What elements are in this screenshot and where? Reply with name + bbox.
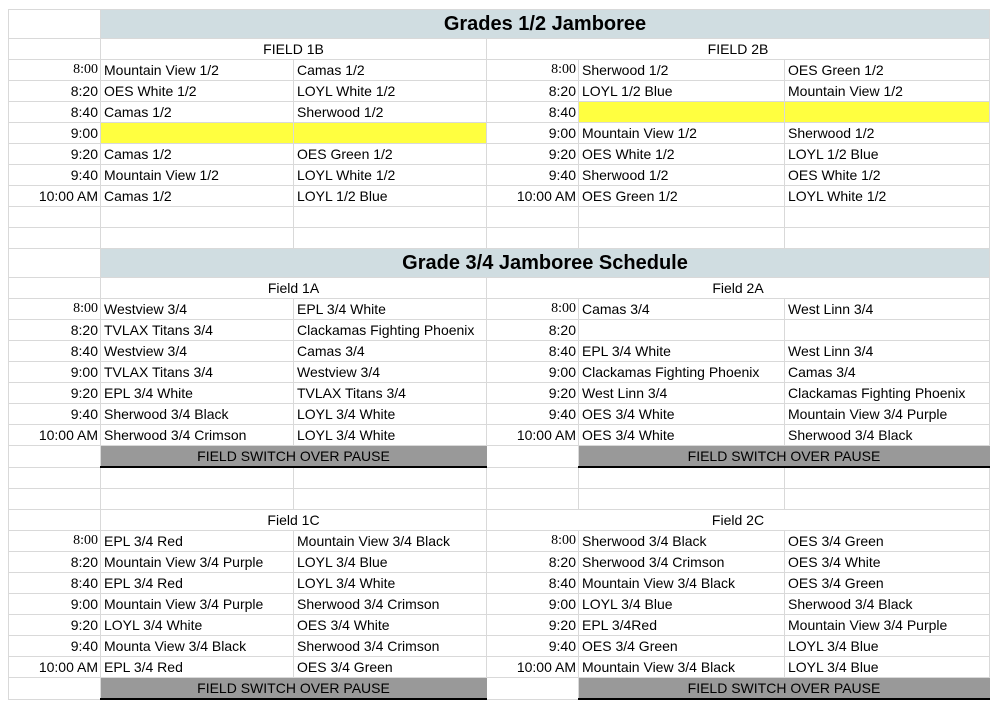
team-cell[interactable]: Camas 3/4 (294, 341, 487, 362)
time-cell[interactable]: 8:40 (487, 573, 579, 594)
schedule-row (9, 531, 990, 552)
time-cell[interactable]: 8:00 (9, 60, 101, 81)
time-cell[interactable]: 10:00 AM (487, 186, 579, 207)
team-cell[interactable]: Mountain View 3/4 Purple (101, 552, 294, 573)
time-cell[interactable]: 8:20 (9, 81, 101, 102)
empty-cell[interactable] (785, 467, 990, 489)
schedule-row (9, 320, 990, 341)
team-cell[interactable]: Camas 1/2 (101, 102, 294, 123)
schedule-row (9, 165, 990, 186)
team-cell[interactable]: LOYL White 1/2 (785, 186, 990, 207)
team-cell[interactable]: LOYL 3/4 Blue (294, 552, 487, 573)
team-cell[interactable]: Clackamas Fighting Phoenix (579, 362, 785, 383)
empty-cell[interactable] (785, 489, 990, 510)
time-cell[interactable]: 9:20 (487, 615, 579, 636)
team-cell[interactable]: EPL 3/4 White (101, 383, 294, 404)
time-cell[interactable]: 8:00 (487, 60, 579, 81)
empty-cell[interactable] (785, 228, 990, 249)
team-cell[interactable]: Camas 1/2 (101, 144, 294, 165)
time-cell[interactable]: 8:20 (487, 552, 579, 573)
empty-cell[interactable] (9, 10, 101, 39)
field-2c-header[interactable]: Field 2C (487, 510, 990, 531)
team-cell[interactable]: OES White 1/2 (101, 81, 294, 102)
field-switch-pause-banner[interactable]: FIELD SWITCH OVER PAUSE (579, 446, 990, 468)
team-cell[interactable]: Sherwood 3/4 Crimson (579, 552, 785, 573)
team-cell[interactable]: LOYL 3/4 White (294, 573, 487, 594)
highlighted-empty-cell[interactable] (294, 123, 487, 144)
empty-cell[interactable] (294, 228, 487, 249)
time-cell[interactable]: 8:00 (487, 531, 579, 552)
time-cell[interactable]: 9:40 (487, 636, 579, 657)
team-cell[interactable]: Mountain View 3/4 Purple (101, 594, 294, 615)
time-cell[interactable]: 9:20 (9, 615, 101, 636)
team-cell[interactable]: Westview 3/4 (101, 299, 294, 320)
grades-12-title[interactable]: Grades 1/2 Jamboree (101, 10, 990, 39)
team-cell[interactable]: LOYL 3/4 White (294, 404, 487, 425)
team-cell[interactable]: Mountain View 1/2 (785, 81, 990, 102)
team-cell[interactable]: Sherwood 3/4 Black (579, 531, 785, 552)
empty-cell[interactable] (579, 207, 785, 228)
time-cell[interactable]: 9:00 (9, 594, 101, 615)
schedule-row (9, 123, 990, 144)
empty-cell[interactable] (487, 467, 579, 489)
schedule-row (9, 102, 990, 123)
time-cell[interactable]: 8:40 (9, 341, 101, 362)
grades-34-title[interactable]: Grade 3/4 Jamboree Schedule (101, 249, 990, 278)
empty-cell[interactable] (9, 510, 101, 531)
team-cell[interactable]: West Linn 3/4 (579, 383, 785, 404)
team-cell[interactable]: LOYL 3/4 White (294, 425, 487, 446)
empty-cell[interactable] (294, 489, 487, 510)
team-cell[interactable]: EPL 3/4 White (579, 341, 785, 362)
team-cell[interactable]: West Linn 3/4 (785, 299, 990, 320)
blank-row (9, 207, 990, 228)
time-cell[interactable]: 9:00 (487, 594, 579, 615)
blank-row (9, 489, 990, 510)
team-cell[interactable]: EPL 3/4Red (579, 615, 785, 636)
team-cell[interactable]: Camas 1/2 (101, 186, 294, 207)
team-cell[interactable]: OES 3/4 Green (785, 573, 990, 594)
empty-cell[interactable] (9, 489, 101, 510)
team-cell[interactable]: OES 3/4 White (785, 552, 990, 573)
time-cell[interactable]: 8:40 (9, 573, 101, 594)
schedule-row (9, 594, 990, 615)
team-cell[interactable]: Sherwood 3/4 Black (101, 404, 294, 425)
team-cell[interactable]: Mountain View 1/2 (101, 165, 294, 186)
schedule-row (9, 404, 990, 425)
time-cell[interactable]: 9:40 (9, 404, 101, 425)
empty-cell[interactable] (579, 228, 785, 249)
schedule-row (9, 425, 990, 446)
time-cell[interactable]: 10:00 AM (9, 425, 101, 446)
team-cell[interactable]: Mountain View 3/4 Purple (785, 404, 990, 425)
team-cell[interactable]: EPL 3/4 Red (101, 657, 294, 678)
team-cell[interactable]: LOYL 1/2 Blue (294, 186, 487, 207)
team-cell[interactable]: OES 3/4 White (579, 425, 785, 446)
schedule-row (9, 573, 990, 594)
field-2b-header[interactable]: FIELD 2B (487, 39, 990, 60)
team-cell[interactable]: OES Green 1/2 (785, 60, 990, 81)
empty-cell[interactable] (487, 207, 579, 228)
field-2a-header[interactable]: Field 2A (487, 278, 990, 299)
time-cell[interactable]: 9:40 (9, 165, 101, 186)
team-cell[interactable]: Sherwood 1/2 (579, 165, 785, 186)
time-cell[interactable]: 9:40 (9, 636, 101, 657)
empty-cell[interactable] (785, 207, 990, 228)
team-cell[interactable]: Mountain View 3/4 Black (579, 573, 785, 594)
time-cell[interactable]: 9:20 (9, 144, 101, 165)
empty-cell[interactable] (487, 489, 579, 510)
team-cell[interactable]: Mountain View 3/4 Black (579, 657, 785, 678)
team-cell[interactable]: Westview 3/4 (294, 362, 487, 383)
team-cell[interactable]: LOYL 3/4 Blue (579, 594, 785, 615)
time-cell[interactable]: 8:00 (487, 299, 579, 320)
empty-cell[interactable] (101, 489, 294, 510)
empty-cell[interactable] (101, 228, 294, 249)
highlighted-empty-cell[interactable] (785, 102, 990, 123)
team-cell[interactable]: Sherwood 3/4 Black (785, 594, 990, 615)
team-cell[interactable] (785, 320, 990, 341)
time-cell[interactable]: 9:20 (9, 383, 101, 404)
team-cell[interactable]: EPL 3/4 Red (101, 573, 294, 594)
empty-cell[interactable] (487, 446, 579, 468)
team-cell[interactable] (579, 320, 785, 341)
empty-cell[interactable] (579, 489, 785, 510)
schedule-row (9, 636, 990, 657)
time-cell[interactable]: 8:20 (9, 552, 101, 573)
time-cell[interactable]: 9:40 (487, 165, 579, 186)
schedule-row (9, 81, 990, 102)
time-cell[interactable]: 8:00 (9, 531, 101, 552)
team-cell[interactable]: Sherwood 3/4 Crimson (294, 636, 487, 657)
field-switch-pause-banner[interactable]: FIELD SWITCH OVER PAUSE (101, 446, 487, 468)
time-cell[interactable]: 9:20 (487, 383, 579, 404)
time-cell[interactable]: 8:40 (9, 102, 101, 123)
time-cell[interactable]: 9:00 (9, 362, 101, 383)
team-cell[interactable]: Camas 1/2 (294, 60, 487, 81)
team-cell[interactable]: EPL 3/4 White (294, 299, 487, 320)
field-1b-header[interactable]: FIELD 1B (101, 39, 487, 60)
team-cell[interactable]: LOYL 3/4 White (101, 615, 294, 636)
schedule-row (9, 552, 990, 573)
team-cell[interactable]: TVLAX Titans 3/4 (101, 362, 294, 383)
field-switch-pause-banner[interactable]: FIELD SWITCH OVER PAUSE (101, 678, 487, 700)
empty-cell[interactable] (294, 207, 487, 228)
team-cell[interactable]: Sherwood 1/2 (294, 102, 487, 123)
empty-cell[interactable] (101, 467, 294, 489)
team-cell[interactable]: West Linn 3/4 (785, 341, 990, 362)
time-cell[interactable]: 8:20 (9, 320, 101, 341)
schedule-sheet (8, 9, 990, 700)
schedule-row (9, 657, 990, 678)
team-cell[interactable]: Camas 3/4 (785, 362, 990, 383)
team-cell[interactable]: OES Green 1/2 (579, 186, 785, 207)
blank-row (9, 228, 990, 249)
team-cell[interactable]: LOYL 1/2 Blue (785, 144, 990, 165)
field-switch-pause-banner[interactable]: FIELD SWITCH OVER PAUSE (579, 678, 990, 700)
time-cell[interactable]: 9:00 (9, 123, 101, 144)
schedule-row (9, 299, 990, 320)
empty-cell[interactable] (9, 207, 101, 228)
schedule-row (9, 60, 990, 81)
empty-cell[interactable] (9, 678, 101, 700)
empty-cell[interactable] (579, 467, 785, 489)
team-cell[interactable]: Sherwood 1/2 (785, 123, 990, 144)
highlighted-empty-cell[interactable] (579, 102, 785, 123)
time-cell[interactable]: 8:00 (9, 299, 101, 320)
empty-cell[interactable] (487, 678, 579, 700)
team-cell[interactable]: Mounta View 3/4 Black (101, 636, 294, 657)
blank-row (9, 467, 990, 489)
highlighted-empty-cell[interactable] (101, 123, 294, 144)
field-1a-header[interactable]: Field 1A (101, 278, 487, 299)
team-cell[interactable]: OES 3/4 White (579, 404, 785, 425)
team-cell[interactable]: Sherwood 3/4 Crimson (294, 594, 487, 615)
schedule-row (9, 362, 990, 383)
team-cell[interactable]: LOYL 3/4 Blue (785, 657, 990, 678)
team-cell[interactable]: OES 3/4 Green (579, 636, 785, 657)
team-cell[interactable]: Camas 3/4 (579, 299, 785, 320)
empty-cell[interactable] (9, 446, 101, 468)
team-cell[interactable]: Clackamas Fighting Phoenix (294, 320, 487, 341)
team-cell[interactable]: Mountain View 1/2 (579, 123, 785, 144)
schedule-row (9, 383, 990, 404)
time-cell[interactable]: 9:40 (487, 404, 579, 425)
empty-cell[interactable] (9, 228, 101, 249)
team-cell[interactable]: Sherwood 1/2 (579, 60, 785, 81)
time-cell[interactable]: 8:40 (487, 102, 579, 123)
team-cell[interactable]: OES White 1/2 (579, 144, 785, 165)
team-cell[interactable]: EPL 3/4 Red (101, 531, 294, 552)
team-cell[interactable]: OES 3/4 Green (294, 657, 487, 678)
field-1c-header[interactable]: Field 1C (101, 510, 487, 531)
team-cell[interactable]: Westview 3/4 (101, 341, 294, 362)
time-cell[interactable]: 9:00 (487, 362, 579, 383)
team-cell[interactable]: Mountain View 3/4 Purple (785, 615, 990, 636)
team-cell[interactable]: OES 3/4 White (294, 615, 487, 636)
time-cell[interactable]: 8:20 (487, 320, 579, 341)
time-cell[interactable]: 9:20 (487, 144, 579, 165)
empty-cell[interactable] (9, 39, 101, 60)
team-cell[interactable]: OES 3/4 Green (785, 531, 990, 552)
time-cell[interactable]: 9:00 (487, 123, 579, 144)
team-cell[interactable]: TVLAX Titans 3/4 (294, 383, 487, 404)
empty-cell[interactable] (9, 278, 101, 299)
team-cell[interactable]: LOYL 3/4 Blue (785, 636, 990, 657)
empty-cell[interactable] (9, 467, 101, 489)
team-cell[interactable]: LOYL White 1/2 (294, 81, 487, 102)
schedule-row (9, 341, 990, 362)
team-cell[interactable]: Mountain View 3/4 Black (294, 531, 487, 552)
team-cell[interactable]: Sherwood 3/4 Crimson (101, 425, 294, 446)
schedule-row (9, 615, 990, 636)
empty-cell[interactable] (487, 228, 579, 249)
team-cell[interactable]: Clackamas Fighting Phoenix (785, 383, 990, 404)
time-cell[interactable]: 10:00 AM (9, 186, 101, 207)
team-cell[interactable]: LOYL 1/2 Blue (579, 81, 785, 102)
time-cell[interactable]: 10:00 AM (487, 425, 579, 446)
time-cell[interactable]: 8:40 (487, 341, 579, 362)
time-cell[interactable]: 8:20 (487, 81, 579, 102)
empty-cell[interactable] (294, 467, 487, 489)
team-cell[interactable]: OES White 1/2 (785, 165, 990, 186)
empty-cell[interactable] (9, 249, 101, 278)
schedule-row (9, 186, 990, 207)
team-cell[interactable]: LOYL White 1/2 (294, 165, 487, 186)
time-cell[interactable]: 10:00 AM (487, 657, 579, 678)
time-cell[interactable]: 10:00 AM (9, 657, 101, 678)
team-cell[interactable]: OES Green 1/2 (294, 144, 487, 165)
team-cell[interactable]: Mountain View 1/2 (101, 60, 294, 81)
team-cell[interactable]: Sherwood 3/4 Black (785, 425, 990, 446)
schedule-row (9, 144, 990, 165)
empty-cell[interactable] (101, 207, 294, 228)
team-cell[interactable]: TVLAX Titans 3/4 (101, 320, 294, 341)
